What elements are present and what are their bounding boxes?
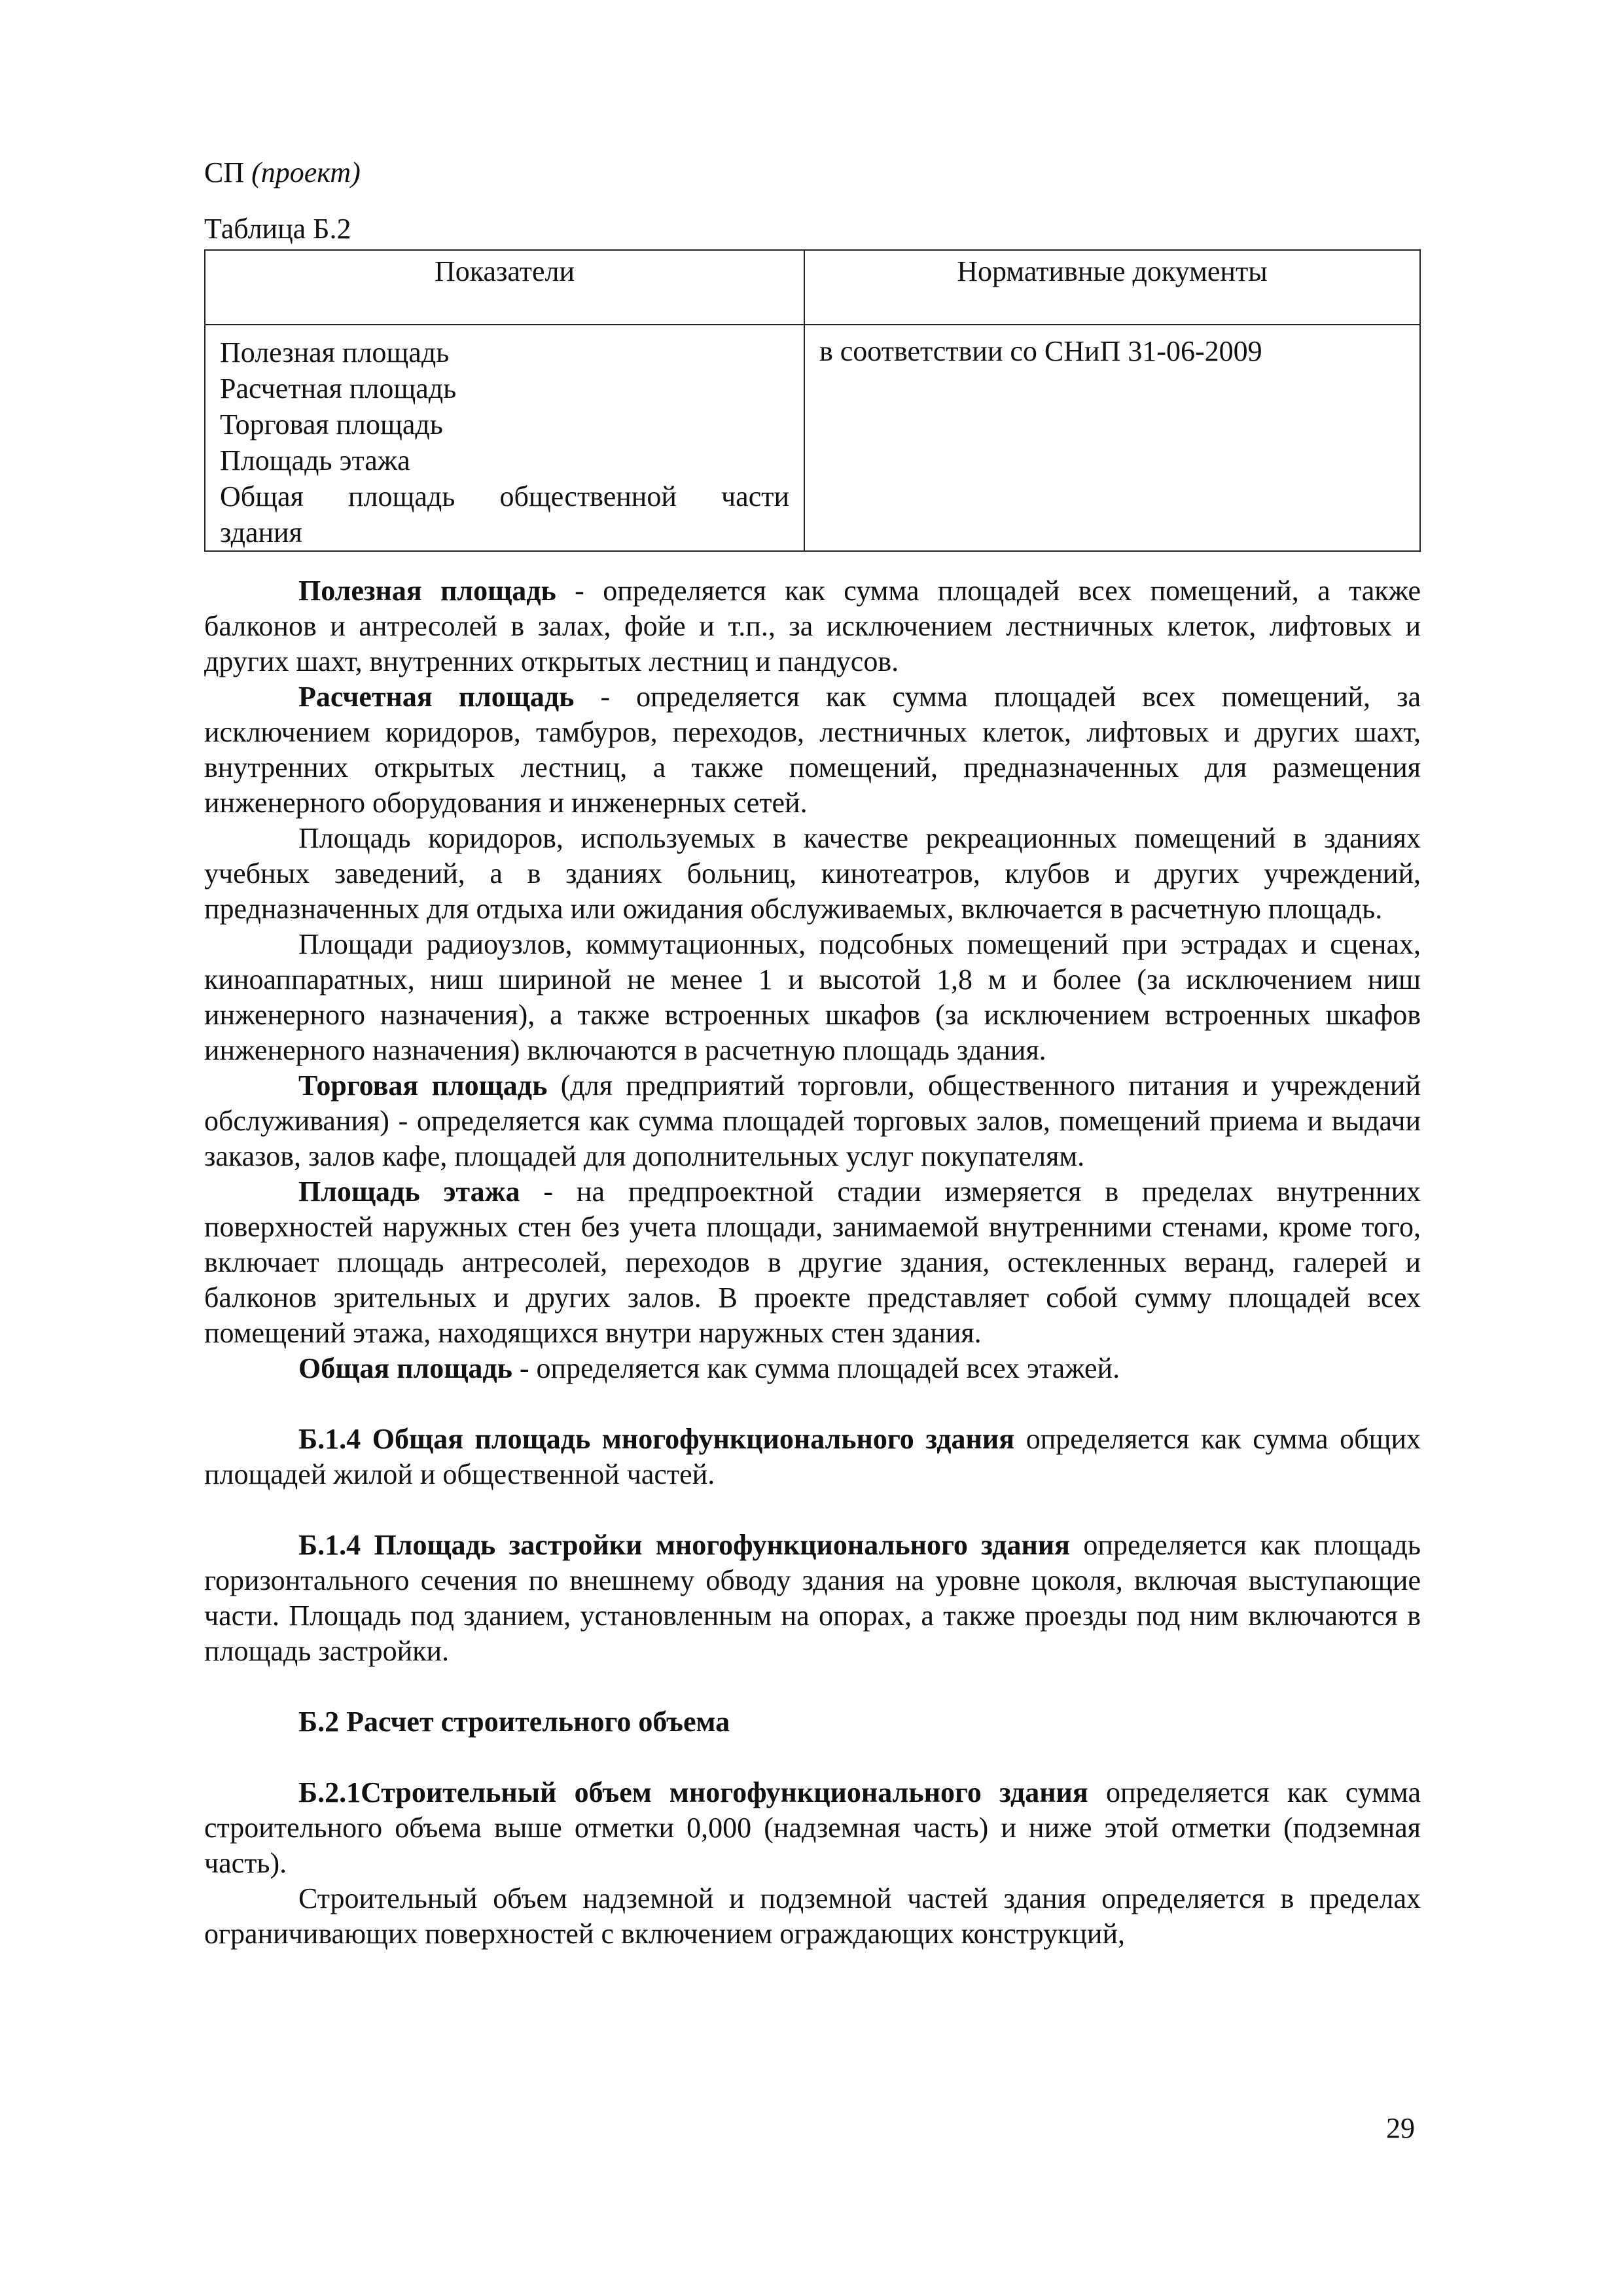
norm-document-cell: в соответствии со СНиП 31-06-2009 <box>804 325 1420 551</box>
paragraph: Б.1.4 Площадь застройки многофункционального здания определяется как площадь горизонтального сечения по внешнему обводу здания на уровне цоколя, включая выступающие части. Площадь под зданием, установленным на опорах, а также проезды под ним включаются в площадь застройки. <box>204 1529 1421 1667</box>
term: Общая площадь <box>298 1352 512 1384</box>
term: Торговая площадь <box>298 1069 548 1102</box>
col-header-indicators: Показатели <box>205 250 804 325</box>
term: Площадь этажа <box>298 1175 520 1208</box>
paragraph: Б.1.4 Общая площадь многофункционального здания определяется как сумма общих площадей жилой и общественной частей. <box>204 1423 1421 1490</box>
paragraph: Торговая площадь (для предприятий торговли, общественного питания и учреждений обслуживания) - определяется как сумма площадей торговых залов, помещений приема и выдачи заказов, залов кафе, площадей для дополнительных услуг покупателям. <box>204 1069 1421 1172</box>
document-header <box>204 154 361 191</box>
term: Б.2.1Строительный объем многофункционального здания <box>298 1776 1088 1808</box>
indicator-item: Полезная площадь <box>220 336 450 368</box>
body-text <box>204 573 1421 1952</box>
table-header-row <box>205 250 1420 325</box>
term: Полезная площадь <box>298 575 556 607</box>
page-number: 29 <box>1386 2112 1415 2144</box>
indicator-item-cont: здания <box>220 516 302 548</box>
paragraph: Строительный объем надземной и подземной частей здания определяется в пределах ограничивающих поверхностей с включением ограждающих конструкций, <box>204 1882 1421 1950</box>
indicator-item: Торговая площадь <box>220 408 443 440</box>
term: Б.1.4 Площадь застройки многофункционального здания <box>298 1529 1070 1561</box>
indicator-item: Общая площадь общественной части <box>220 480 789 512</box>
col-header-documents: Нормативные документы <box>804 250 1420 325</box>
paragraph: Площадь этажа - на предпроектной стадии измеряется в пределах внутренних поверхностей наружных стен без учета площади, занимаемой внутренними стенами, кроме того, включает площадь антресолей, переходов в другие здания, остекленных веранд, галерей и балконов зрительных и других залов. В проекте представляет собой сумму площадей всех помещений этажа, находящихся внутри наружных стен здания. <box>204 1175 1421 1349</box>
table-caption: Таблица Б.2 <box>204 213 351 245</box>
indicator-item: Площадь этажа <box>220 444 410 476</box>
paragraph: Б.2.1Строительный объем многофункционального здания определяется как сумма строительного объема выше отметки 0,000 (надземная часть) и ниже этой отметки (подземная часть). <box>204 1776 1421 1879</box>
paragraph: Площадь коридоров, используемых в качестве рекреационных помещений в зданиях учебных заведений, а в зданиях больниц, кинотеатров, клубов и других учреждений, предназначенных для отдыха или ожидания обслуживаемых, включается в расчетную площадь. <box>204 822 1421 925</box>
term: Расчетная площадь <box>298 681 575 713</box>
doc-code: СП <box>204 156 245 188</box>
paragraph: Общая площадь - определяется как сумма площадей всех этажей. <box>298 1352 1120 1384</box>
paragraph: Полезная площадь - определяется как сумма площадей всех помещений, а также балконов и антресолей в залах, фойе и т.п., за исключением лестничных клеток, лифтовых и других шахт, внутренних открытых лестниц и пандусов. <box>204 575 1421 677</box>
paragraph: Площади радиоузлов, коммутационных, подсобных помещений при эстрадах и сценах, киноаппаратных, ниш шириной не менее 1 и высотой 1,8 м и более (за исключением ниш инженерного назначения), а также встроенных шкафов (за исключением встроенных шкафов инженерного назначения) включаются в расчетную площадь здания. <box>204 928 1421 1066</box>
section-heading: Б.2 Расчет строительного объема <box>298 1706 730 1738</box>
indicators-cell <box>205 325 804 551</box>
indicator-item: Расчетная площадь <box>220 372 457 404</box>
paragraph: Расчетная площадь - определяется как сумма площадей всех помещений, за исключением коридоров, тамбуров, переходов, лестничных клеток, лифтовых и других шахт, внутренних открытых лестниц, а также помещений, предназначенных для размещения инженерного оборудования и инженерных сетей. <box>204 681 1421 819</box>
doc-status: (проект) <box>251 156 361 188</box>
table-b2 <box>204 249 1421 552</box>
term: Б.1.4 Общая площадь многофункционального здания <box>298 1423 1015 1455</box>
table-row <box>205 325 1420 551</box>
